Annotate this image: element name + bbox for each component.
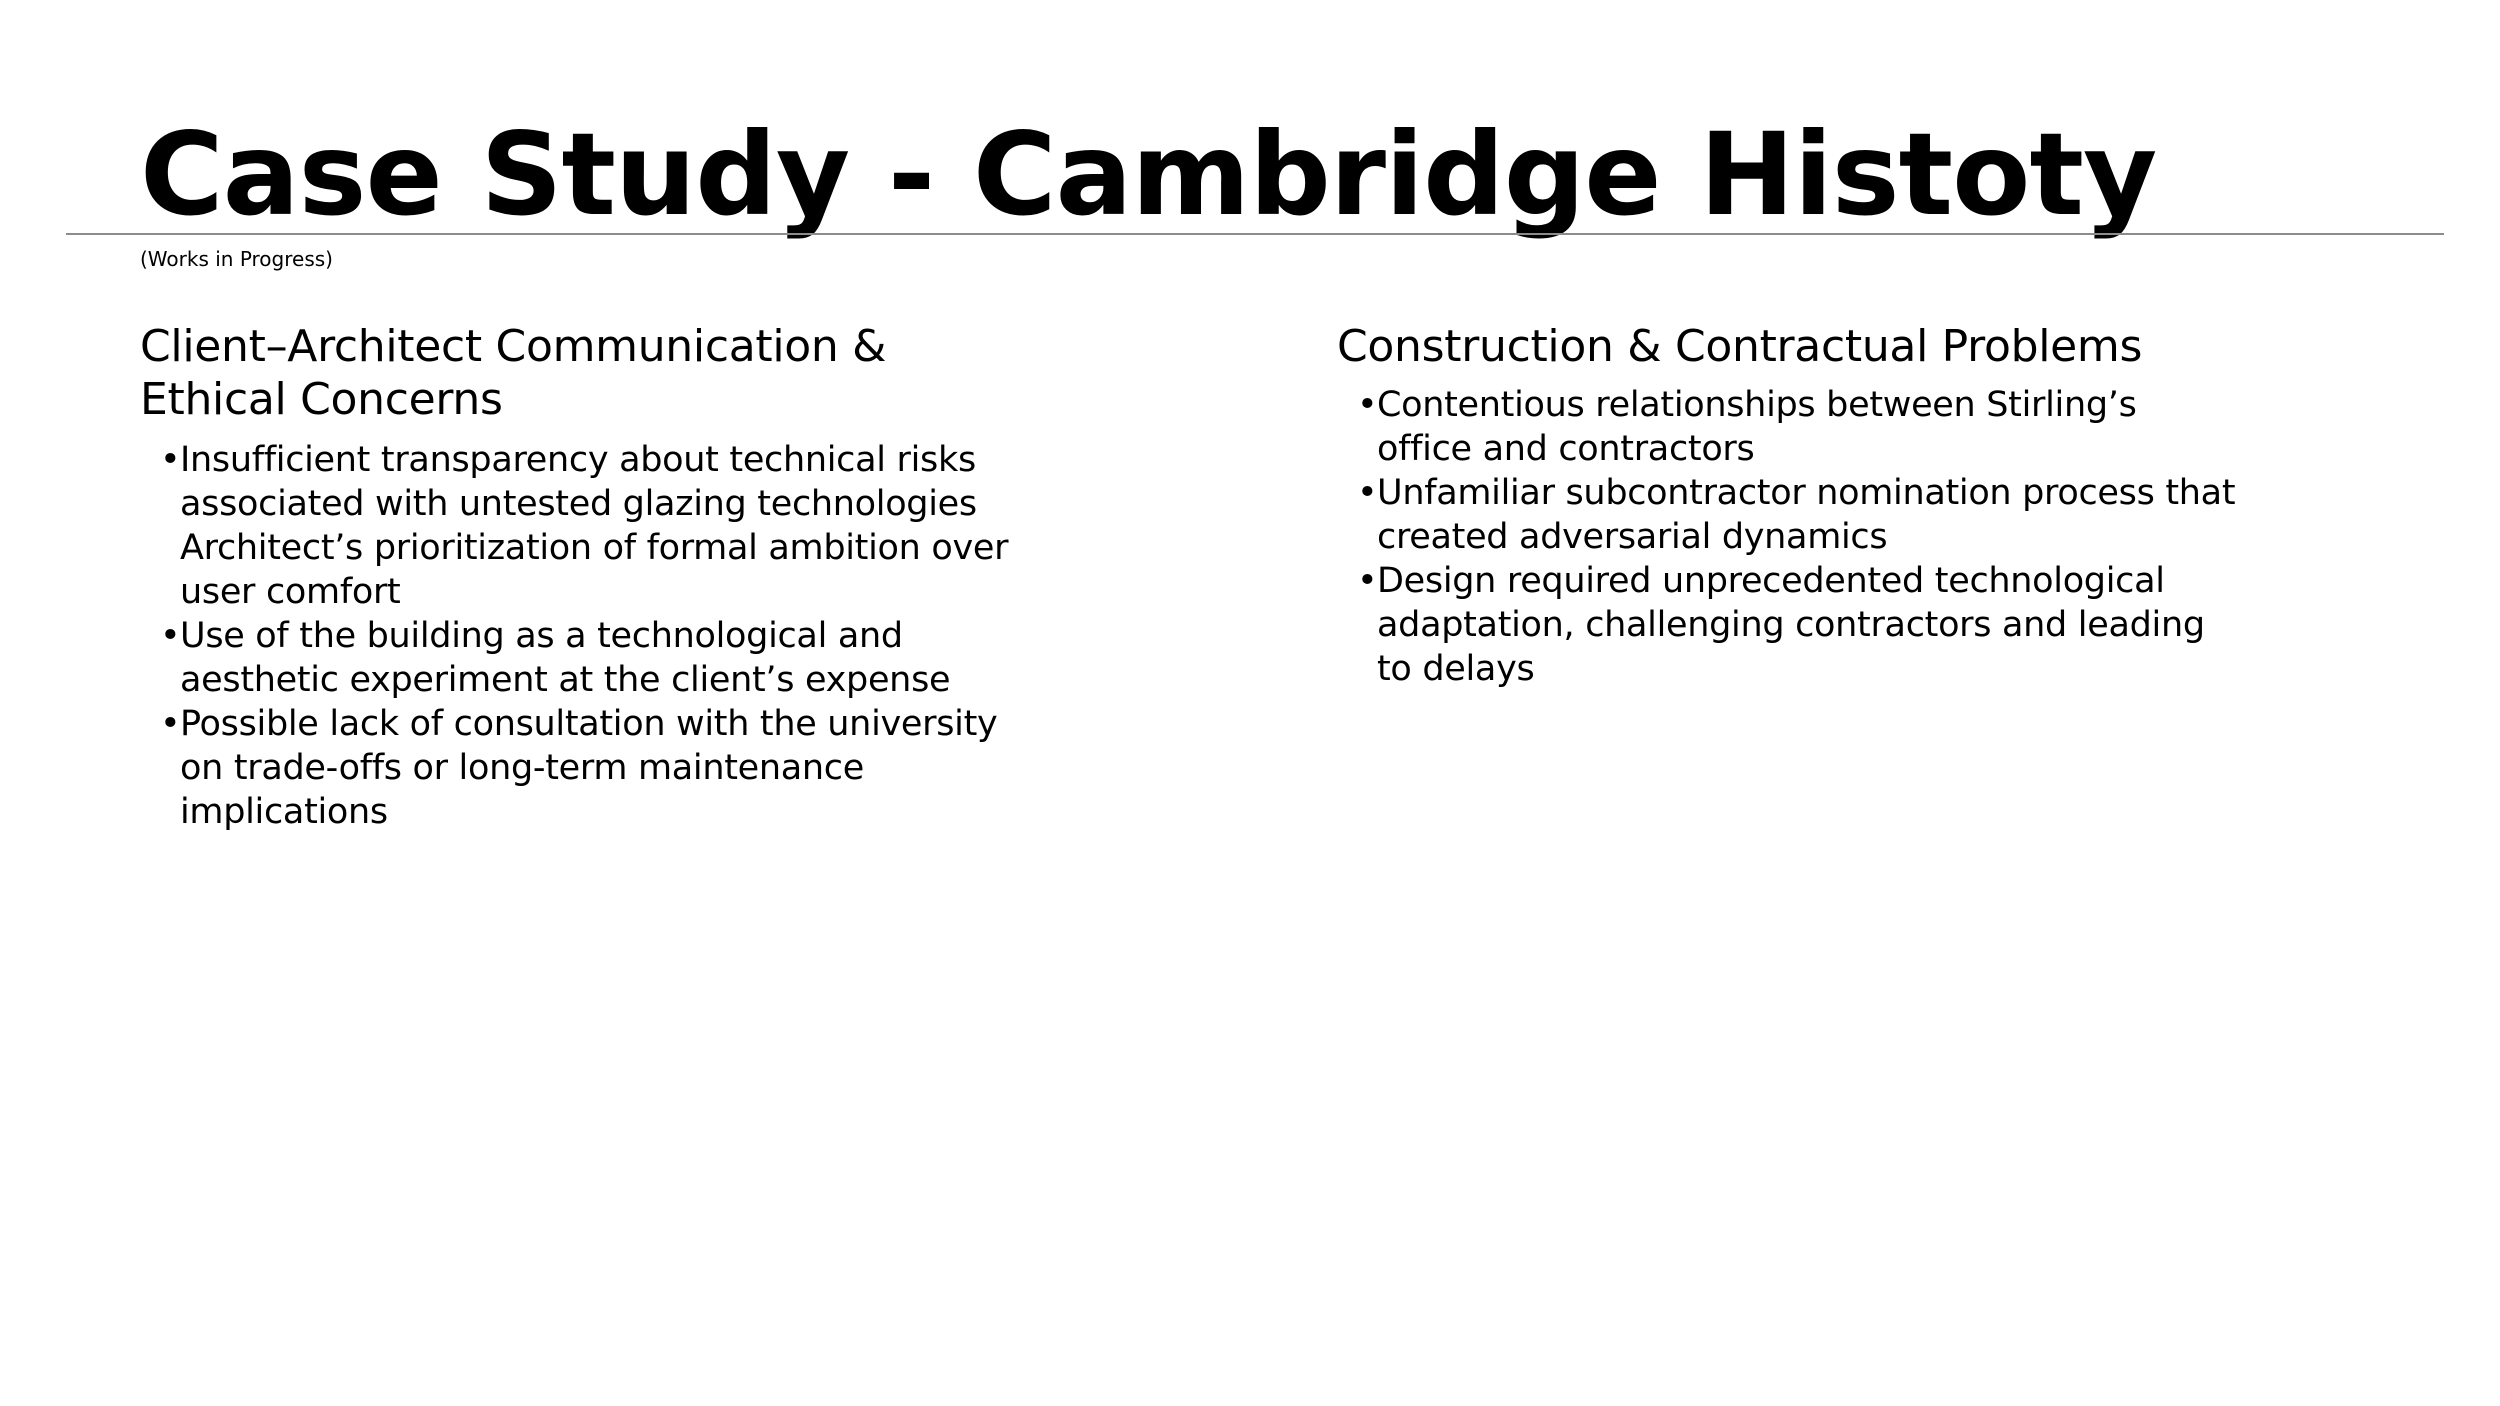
slide-title: Case Study - Cambridge Histoty — [140, 108, 2157, 241]
bullet-item — [1337, 471, 2237, 559]
bullet-text: Contentious relationships between Stirling’s office and contractors — [1377, 385, 2137, 469]
bullet-item — [1337, 383, 2237, 471]
slide-subtitle: (Works in Progress) — [140, 247, 333, 271]
left-column — [140, 320, 1040, 834]
bullet-item — [140, 614, 1040, 702]
title-divider — [66, 233, 2444, 235]
bullet-marker: • — [1357, 561, 1378, 601]
bullet-text: Possible lack of consultation with the university on trade-offs or long-term maintenance implications — [180, 704, 998, 832]
bullet-marker: • — [1357, 473, 1378, 513]
right-column-heading: Construction & Contractual Problems — [1337, 321, 2143, 372]
bullet-item — [140, 702, 1040, 834]
bullet-text: Design required unprecedented technological adaptation, challenging contractors and leading to delays — [1377, 561, 2205, 689]
bullet-item — [1337, 559, 2237, 691]
bullet-text: Use of the building as a technological and aesthetic experiment at the client’s expense — [180, 616, 951, 700]
bullet-item — [140, 438, 1040, 614]
bullet-marker: • — [160, 616, 181, 656]
left-column-heading: Client–Architect Communication & Ethical Concerns — [140, 321, 887, 425]
bullet-marker: • — [1357, 385, 1378, 425]
left-bullet-list — [140, 438, 1040, 834]
right-column — [1337, 320, 2237, 691]
bullet-text: Unfamiliar subcontractor nomination process that created adversarial dynamics — [1377, 473, 2236, 557]
bullet-marker: • — [160, 704, 181, 744]
right-bullet-list — [1337, 383, 2237, 691]
bullet-text: Insufficient transparency about technical risks associated with untested glazing technologies Architect’s prioritization of formal ambition over user comfort — [180, 440, 1009, 612]
bullet-marker: • — [160, 440, 181, 480]
